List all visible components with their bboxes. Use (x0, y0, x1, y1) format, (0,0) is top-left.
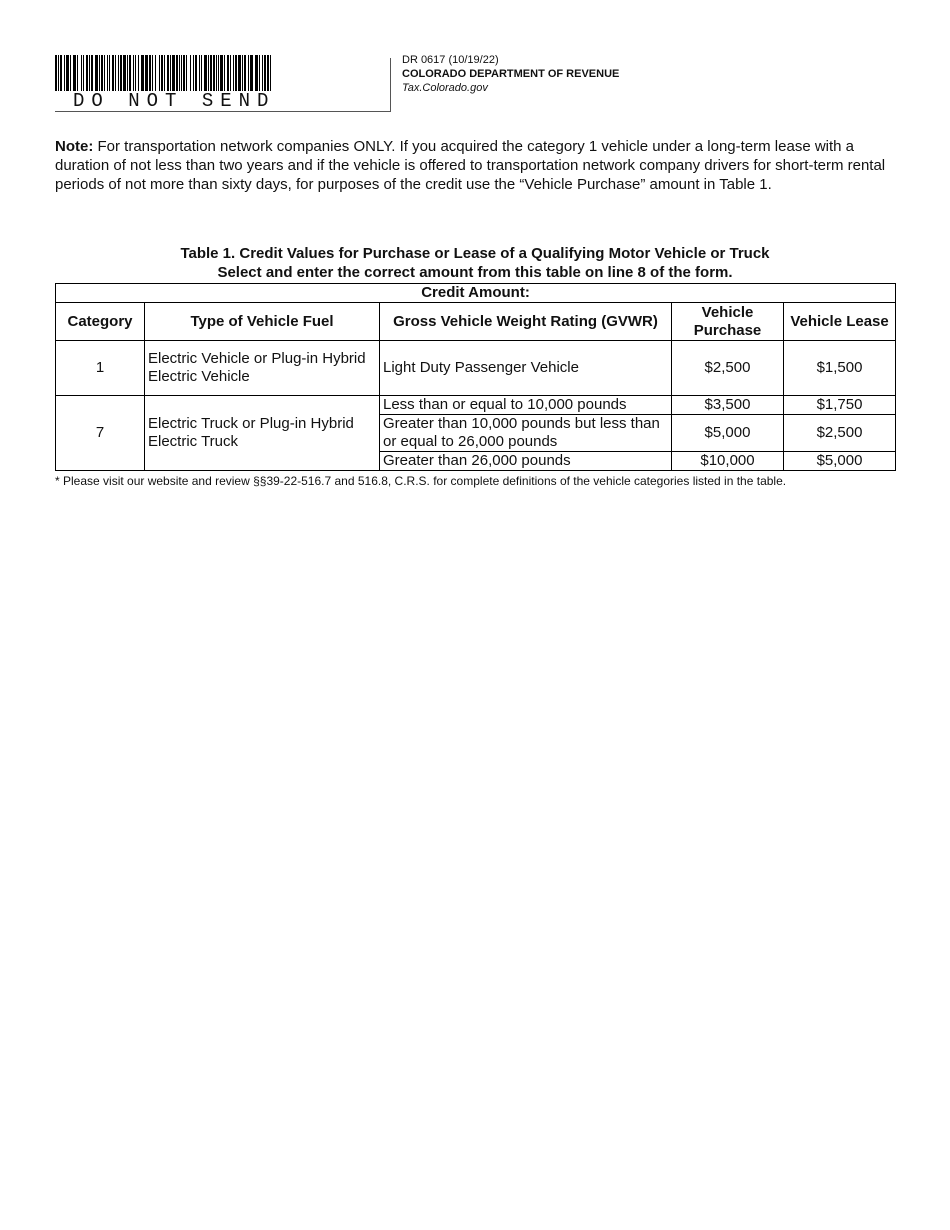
purchase-cell: $10,000 (672, 452, 784, 471)
footnote: * Please visit our website and review §§39-22-516.7 and 516.8, C.R.S. for complete definitions of the vehicle categories listed in the table. (55, 474, 787, 488)
gvwr-cell: Greater than 10,000 pounds but less than or equal to 26,000 pounds (380, 415, 672, 452)
purchase-cell: $5,000 (672, 415, 784, 452)
category-cell: 7 (56, 396, 145, 471)
fuel-cell: Electric Vehicle or Plug-in Hybrid Electric Vehicle (145, 341, 380, 396)
fuel-cell: Electric Truck or Plug-in Hybrid Electric Truck (145, 396, 380, 471)
department-name: COLORADO DEPARTMENT OF REVENUE (402, 68, 620, 80)
note-paragraph (55, 137, 895, 194)
do-not-send-label: DO NOT SEND (73, 90, 276, 112)
barcode-image (55, 55, 391, 91)
note-label: Note: (55, 138, 94, 155)
purchase-cell: $2,500 (672, 341, 784, 396)
gvwr-cell: Light Duty Passenger Vehicle (380, 341, 672, 396)
lease-cell: $1,500 (784, 341, 896, 396)
barcode-block (55, 55, 391, 111)
header-divider (55, 111, 391, 112)
form-header (402, 53, 619, 95)
table-title: Table 1. Credit Values for Purchase or Lease of a Qualifying Motor Vehicle or Truck (180, 245, 770, 262)
lease-cell: $1,750 (784, 396, 896, 415)
website: Tax.Colorado.gov (402, 82, 488, 94)
header-purchase: Vehicle Purchase (672, 303, 784, 341)
form-id: DR 0617 (10/19/22) (402, 54, 499, 66)
gvwr-cell: Greater than 26,000 pounds (380, 452, 672, 471)
credit-amount-header: Credit Amount: (56, 284, 896, 303)
table-subtitle: Select and enter the correct amount from this table on line 8 of the form. (217, 264, 733, 281)
barcode-bar (271, 55, 274, 91)
table-caption (55, 244, 895, 282)
credit-values-table (55, 283, 896, 471)
table-row (56, 341, 896, 396)
header-gvwr: Gross Vehicle Weight Rating (GVWR) (380, 303, 672, 341)
header-lease: Vehicle Lease (784, 303, 896, 341)
purchase-cell: $3,500 (672, 396, 784, 415)
header-vertical-divider (390, 58, 391, 112)
header-fuel: Type of Vehicle Fuel (145, 303, 380, 341)
header-category: Category (56, 303, 145, 341)
lease-cell: $2,500 (784, 415, 896, 452)
table-row (56, 396, 896, 415)
lease-cell: $5,000 (784, 452, 896, 471)
category-cell: 1 (56, 341, 145, 396)
gvwr-cell: Less than or equal to 10,000 pounds (380, 396, 672, 415)
note-text: For transportation network companies ONLY. If you acquired the category 1 vehicle under a long-term lease with a duration of not less than two years and if the vehicle is offered to transportation network company drivers for short-term rental periods of not more than sixty days, for purposes of the credit use the “Vehicle Purchase” amount in Table 1. (55, 138, 886, 193)
